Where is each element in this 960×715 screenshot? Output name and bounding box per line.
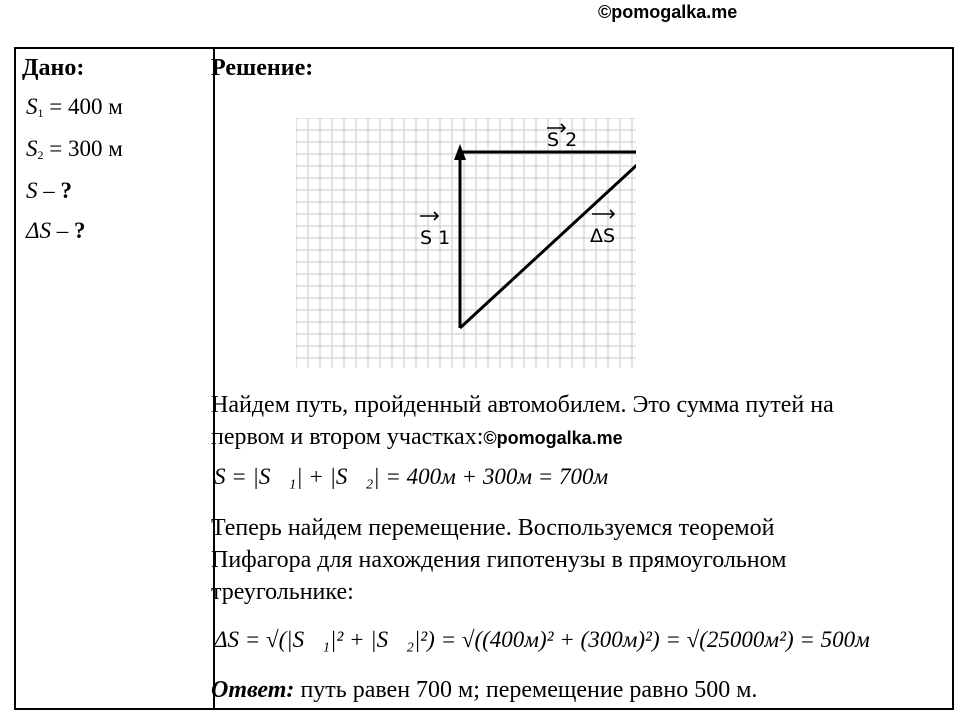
paragraph-2-line-2: Пифагора для нахождения гипотенузы в прямоугольном: [211, 547, 787, 573]
paragraph-2-line-3: треугольнике:: [211, 579, 354, 605]
column-divider: [213, 49, 215, 708]
watermark-top: ©pomogalka.me: [598, 2, 738, 22]
given-s-dash: –: [37, 178, 61, 203]
given-ds: [26, 218, 86, 244]
given-s1-symbol: S: [26, 94, 38, 119]
vector-arrows-over-labels: [420, 124, 614, 220]
given-s1: [26, 94, 123, 121]
label-ds: ΔS: [590, 225, 616, 247]
answer: [211, 677, 757, 704]
given-s-symbol: S: [26, 178, 38, 203]
given-s1-sub: 1: [37, 106, 44, 120]
answer-label: Ответ:: [211, 677, 295, 703]
given-s2-sub: 2: [37, 148, 44, 162]
solution-title: Решение:: [211, 55, 314, 81]
grid: [296, 118, 636, 368]
vector-diagram: [296, 118, 636, 378]
given-ds-question: ?: [74, 218, 86, 243]
paragraph-1-line-2: [211, 421, 623, 454]
given-s-question: ?: [60, 178, 72, 203]
formula-path: S = |S⃗₁| + |S⃗₂| = 400м + 300м = 700м: [214, 464, 609, 489]
given-s: [26, 178, 72, 204]
paragraph-1-line-1: Найдем путь, пройденный автомобилем. Это сумма путей на: [211, 392, 834, 418]
formula-displacement: ΔS = √(|S⃗₁|² + |S⃗₂|²) = √((400м)² + (300м)²) = √(25000м²) = 500м: [214, 627, 870, 652]
paragraph-2-line-1: Теперь найдем перемещение. Воспользуемся теоремой: [211, 515, 775, 541]
label-s2: S 2: [547, 129, 578, 151]
given-s2-symbol: S: [26, 136, 38, 161]
given-s2-value: = 300 м: [43, 136, 123, 161]
given-ds-symbol: ΔS: [26, 218, 51, 243]
solution-table: [14, 47, 954, 710]
paragraph-1-text: первом и втором участках:: [211, 424, 484, 450]
label-s1: S 1: [420, 227, 451, 249]
given-ds-dash: –: [51, 218, 74, 243]
answer-text: путь равен 700 м; перемещение равно 500 м.: [294, 677, 758, 703]
given-title: Дано:: [22, 55, 85, 81]
given-s2: [26, 136, 123, 163]
given-s1-value: = 400 м: [43, 94, 123, 119]
watermark-inline: ©pomogalka.me: [483, 428, 623, 448]
